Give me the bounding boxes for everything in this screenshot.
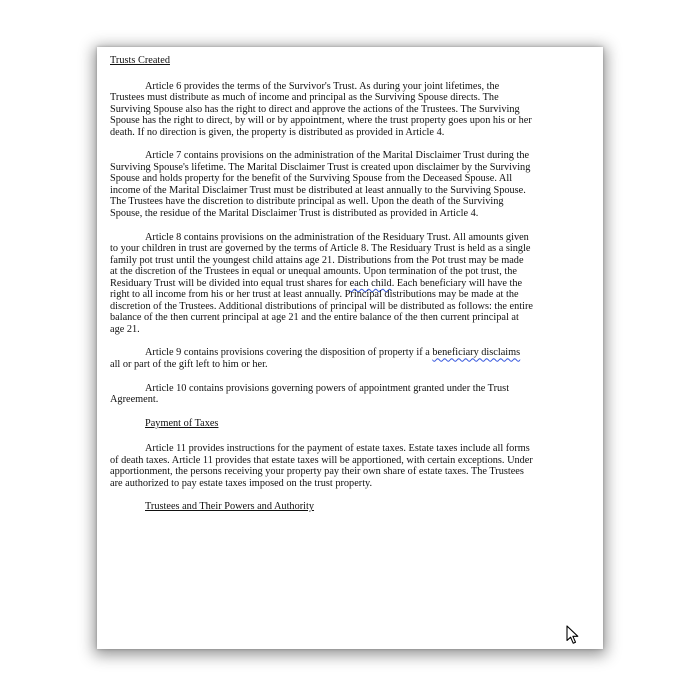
paragraph-article-11: Article 11 provides instructions for the payment of estate taxes. Estate taxes include all forms of death taxes. Article 11 provides that estate taxes will be apportioned, with certain exceptions. Under apportionment, the persons receiving your property pay their own share of estate taxes. The Trustees are authorized to pay estate taxes imposed on the trust property. [110, 443, 533, 489]
paragraph-article-6: Article 6 provides the terms of the Survivor's Trust. As during your joint lifetimes, the Trustees must distribute as much of income and principal as the Surviving Spouse directs. The Surviving Spouse also has the right to direct and approve the actions of the Trustees. The Surviving Spouse has the right to direct, by will or by appointment, where the trust property goes upon his or her death. If no direction is given, the property is distributed as provided in Article 4. [110, 80, 532, 138]
paragraph-article-10: Article 10 contains provisions governing powers of appointment granted under the Trust Agreement. [110, 382, 510, 406]
mouse-pointer-icon [566, 625, 580, 645]
spellcheck-flagged-each-child[interactable]: each child [349, 277, 392, 289]
heading-payment-of-taxes: Payment of Taxes [145, 417, 219, 429]
article-9-text-before: Article 9 contains provisions covering the disposition of property if a [145, 347, 433, 359]
document-page [97, 47, 603, 649]
paragraph-article-9 [110, 347, 533, 370]
article-9-text-after: all or part of the gift left to him or her. [110, 359, 268, 371]
heading-trustees-powers: Trustees and Their Powers and Authority [145, 501, 315, 513]
article-8-text-before: Article 8 contains provisions on the administration of the Residuary Trust. All amounts given to your children in trust are governed by the terms of Article 8. The Residuary Trust is held as a single family pot trust until the youngest child attains age 21. Distributions from the Pot trust may be made at the discretion of the Trustees in equal or unequal amounts. Upon termination of the pot trust, the Residuary Trust will be divided into equal trust shares for [110, 231, 531, 289]
spellcheck-flagged-beneficiary-disclaims[interactable]: beneficiary disclaims [432, 347, 521, 359]
heading-trusts-created: Trusts Created [110, 55, 170, 66]
paragraph-article-8 [110, 232, 533, 336]
document-body [110, 55, 533, 527]
article-8-text-after: . Each beneficiary will have the right to all income from his or her trust at least annually. Principal distributions may be made at the discretion of the Trustees. Additional distributions of principal will be distributed as follows: the entire balance of the then current principal at age 21 and the entire balance of the then current principal at age 21. [110, 277, 533, 335]
paragraph-article-7: Article 7 contains provisions on the administration of the Marital Disclaimer Trust during the Surviving Spouse's lifetime. The Marital Disclaimer Trust is created upon disclaimer by the Surviving Spouse and holds property for the benefit of the Surviving Spouse from the Deceased Spouse. All income of the Marital Disclaimer Trust must be distributed at least annually to the Surviving Spouse. The Trustees have the discretion to distribute principal as well. Upon the death of the Surviving Spouse, the residue of the Marital Disclaimer Trust is distributed as provided in Article 4. [110, 150, 531, 220]
